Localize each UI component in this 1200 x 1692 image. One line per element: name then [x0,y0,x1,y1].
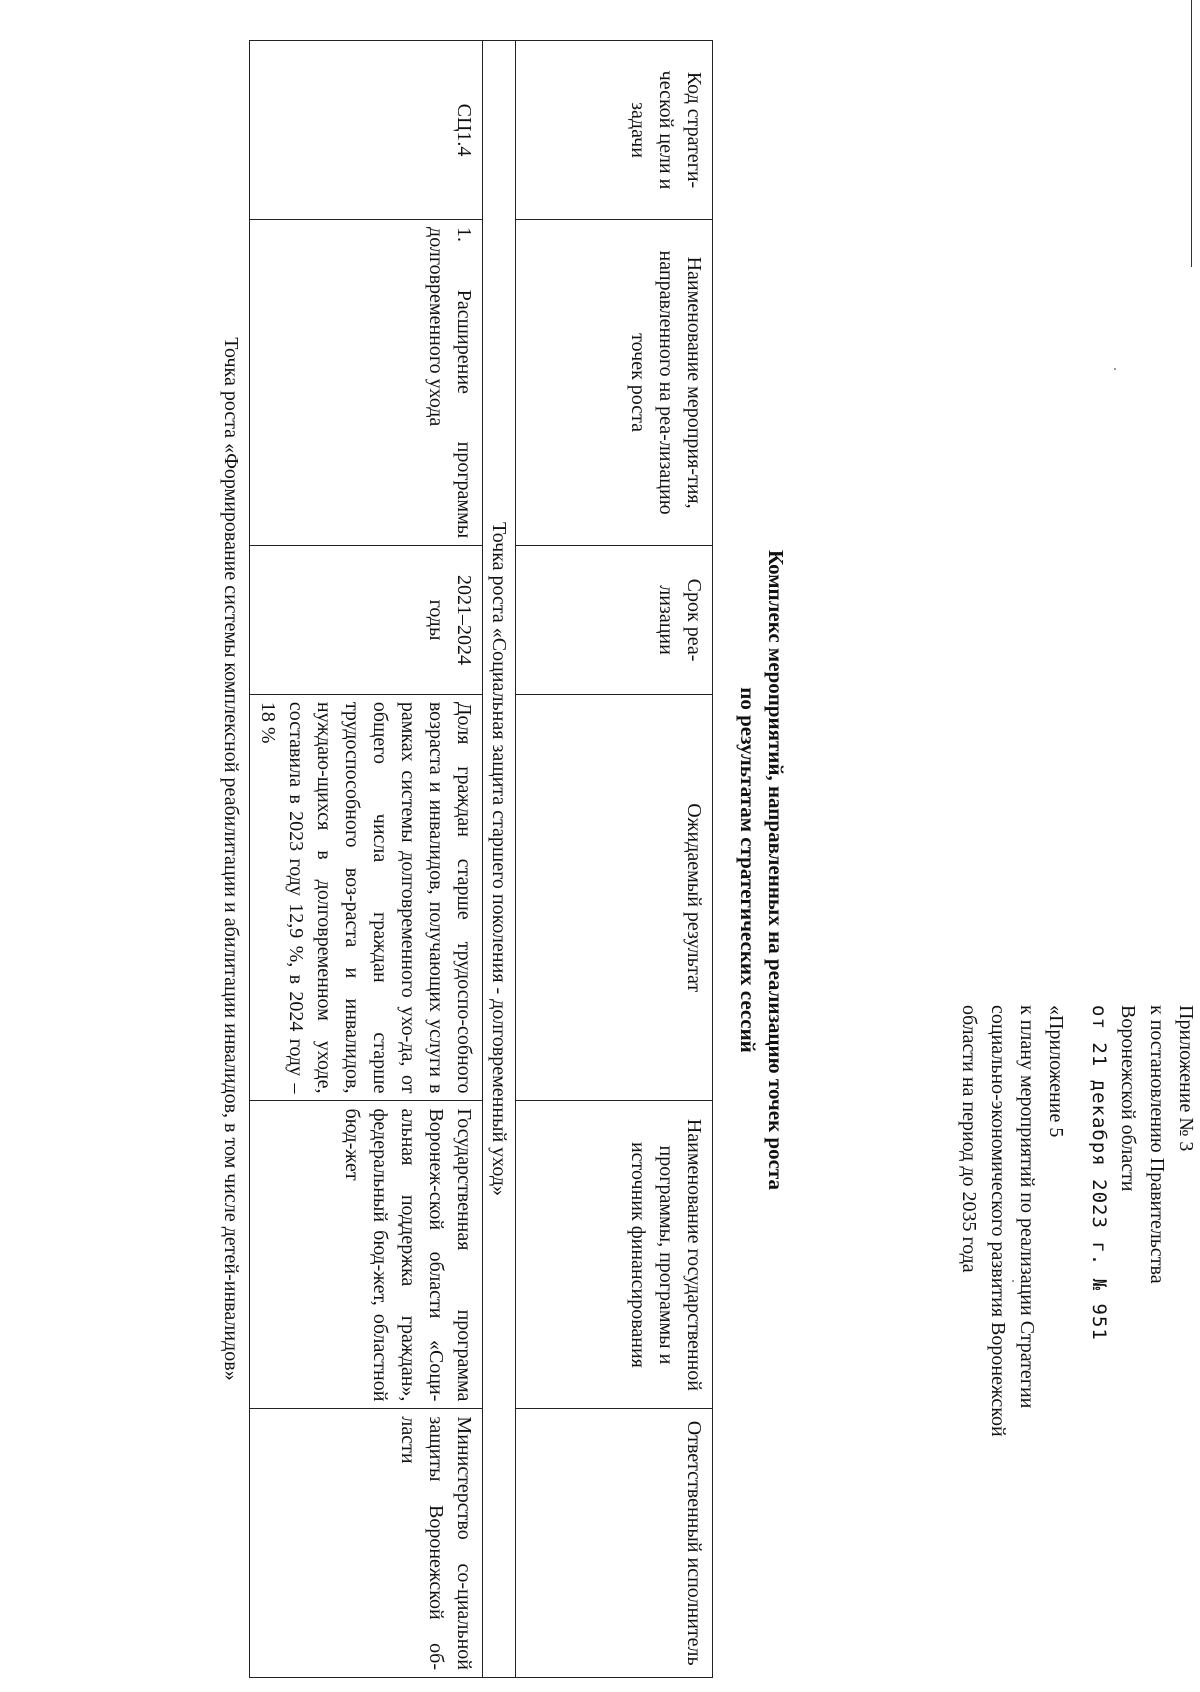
appendix-decree: к постановлению Правительства [1146,1005,1168,1284]
cell-term: 2021–2024 годы [250,546,483,695]
appendix-region: Воронежской области [1117,1005,1139,1192]
cell-measure: 1. Расширение программы долговременного ухода [250,220,483,546]
appendix-period: области на период до 2035 года [958,1005,980,1273]
cell-executor: Министерство со-циальной защиты Воронежской об-ласти [250,1409,483,1678]
appendix-plan: к плану мероприятий по реализации Стратегии [1016,1005,1038,1409]
title-line-1: Комплекс мероприятий, направленных на реализацию точек роста [764,549,788,1191]
appendix-sub-number: «Приложение 5 [1045,1005,1067,1138]
header-program: Наименование государственной программы, программы и источник финансирования [516,1101,713,1409]
appendix-block [954,1005,1200,1565]
appendix-strategy: социально-экономического развития Воронежской [987,1005,1009,1437]
header-executor: Ответственный исполнитель [516,1409,713,1678]
scan-speck [1114,368,1116,370]
growth-point-rehab: Точка роста «Формирование системы комплексной реабилитации и абилитации инвалидов, в том числе детей-инвалидов» [215,41,250,1678]
cell-code: СЦ1.4 [250,41,483,220]
appendix-date: от 21 декабря 2023 г. № 951 [1088,1005,1110,1341]
header-term: Срок реа-лизации [516,546,713,695]
footer-rule [1191,0,1192,267]
measures-table [215,40,713,1678]
header-code: Код стратеги-ческой цели и задачи [516,41,713,220]
cell-result: Доля граждан старше трудоспо-собного возраста и инвалидов, получающих услуги в рамках системы долговременного ухо-да, от общего числа граждан старше трудоспособного воз-раста и инвалидов, нуждаю-щихся в долговременном уходе, составила в 2023 году 12,9 %, в 2024 году – 18 % [250,694,483,1101]
title-line-2: по результатам стратегических сессий [736,687,760,1053]
document-title [734,370,790,1370]
header-result: Ожидаемый результат [516,694,713,1101]
table-row [250,41,483,1678]
growth-point-social: Точка роста «Социальная защита старшего поколения - долговременный уход» [483,41,516,1678]
header-measure: Наименование мероприя-тия, направленного на реа-лизацию точек роста [516,220,713,546]
appendix-number: Приложение № 3 [1175,1005,1197,1152]
growth-point-row [483,41,516,1678]
cell-program: Государственная программа Воронеж-ской области «Соци-альная поддержка граждан», федеральный бюд-жет, областной бюд-жет [250,1101,483,1409]
growth-point-row [215,41,250,1678]
table-header-row [516,41,713,1678]
